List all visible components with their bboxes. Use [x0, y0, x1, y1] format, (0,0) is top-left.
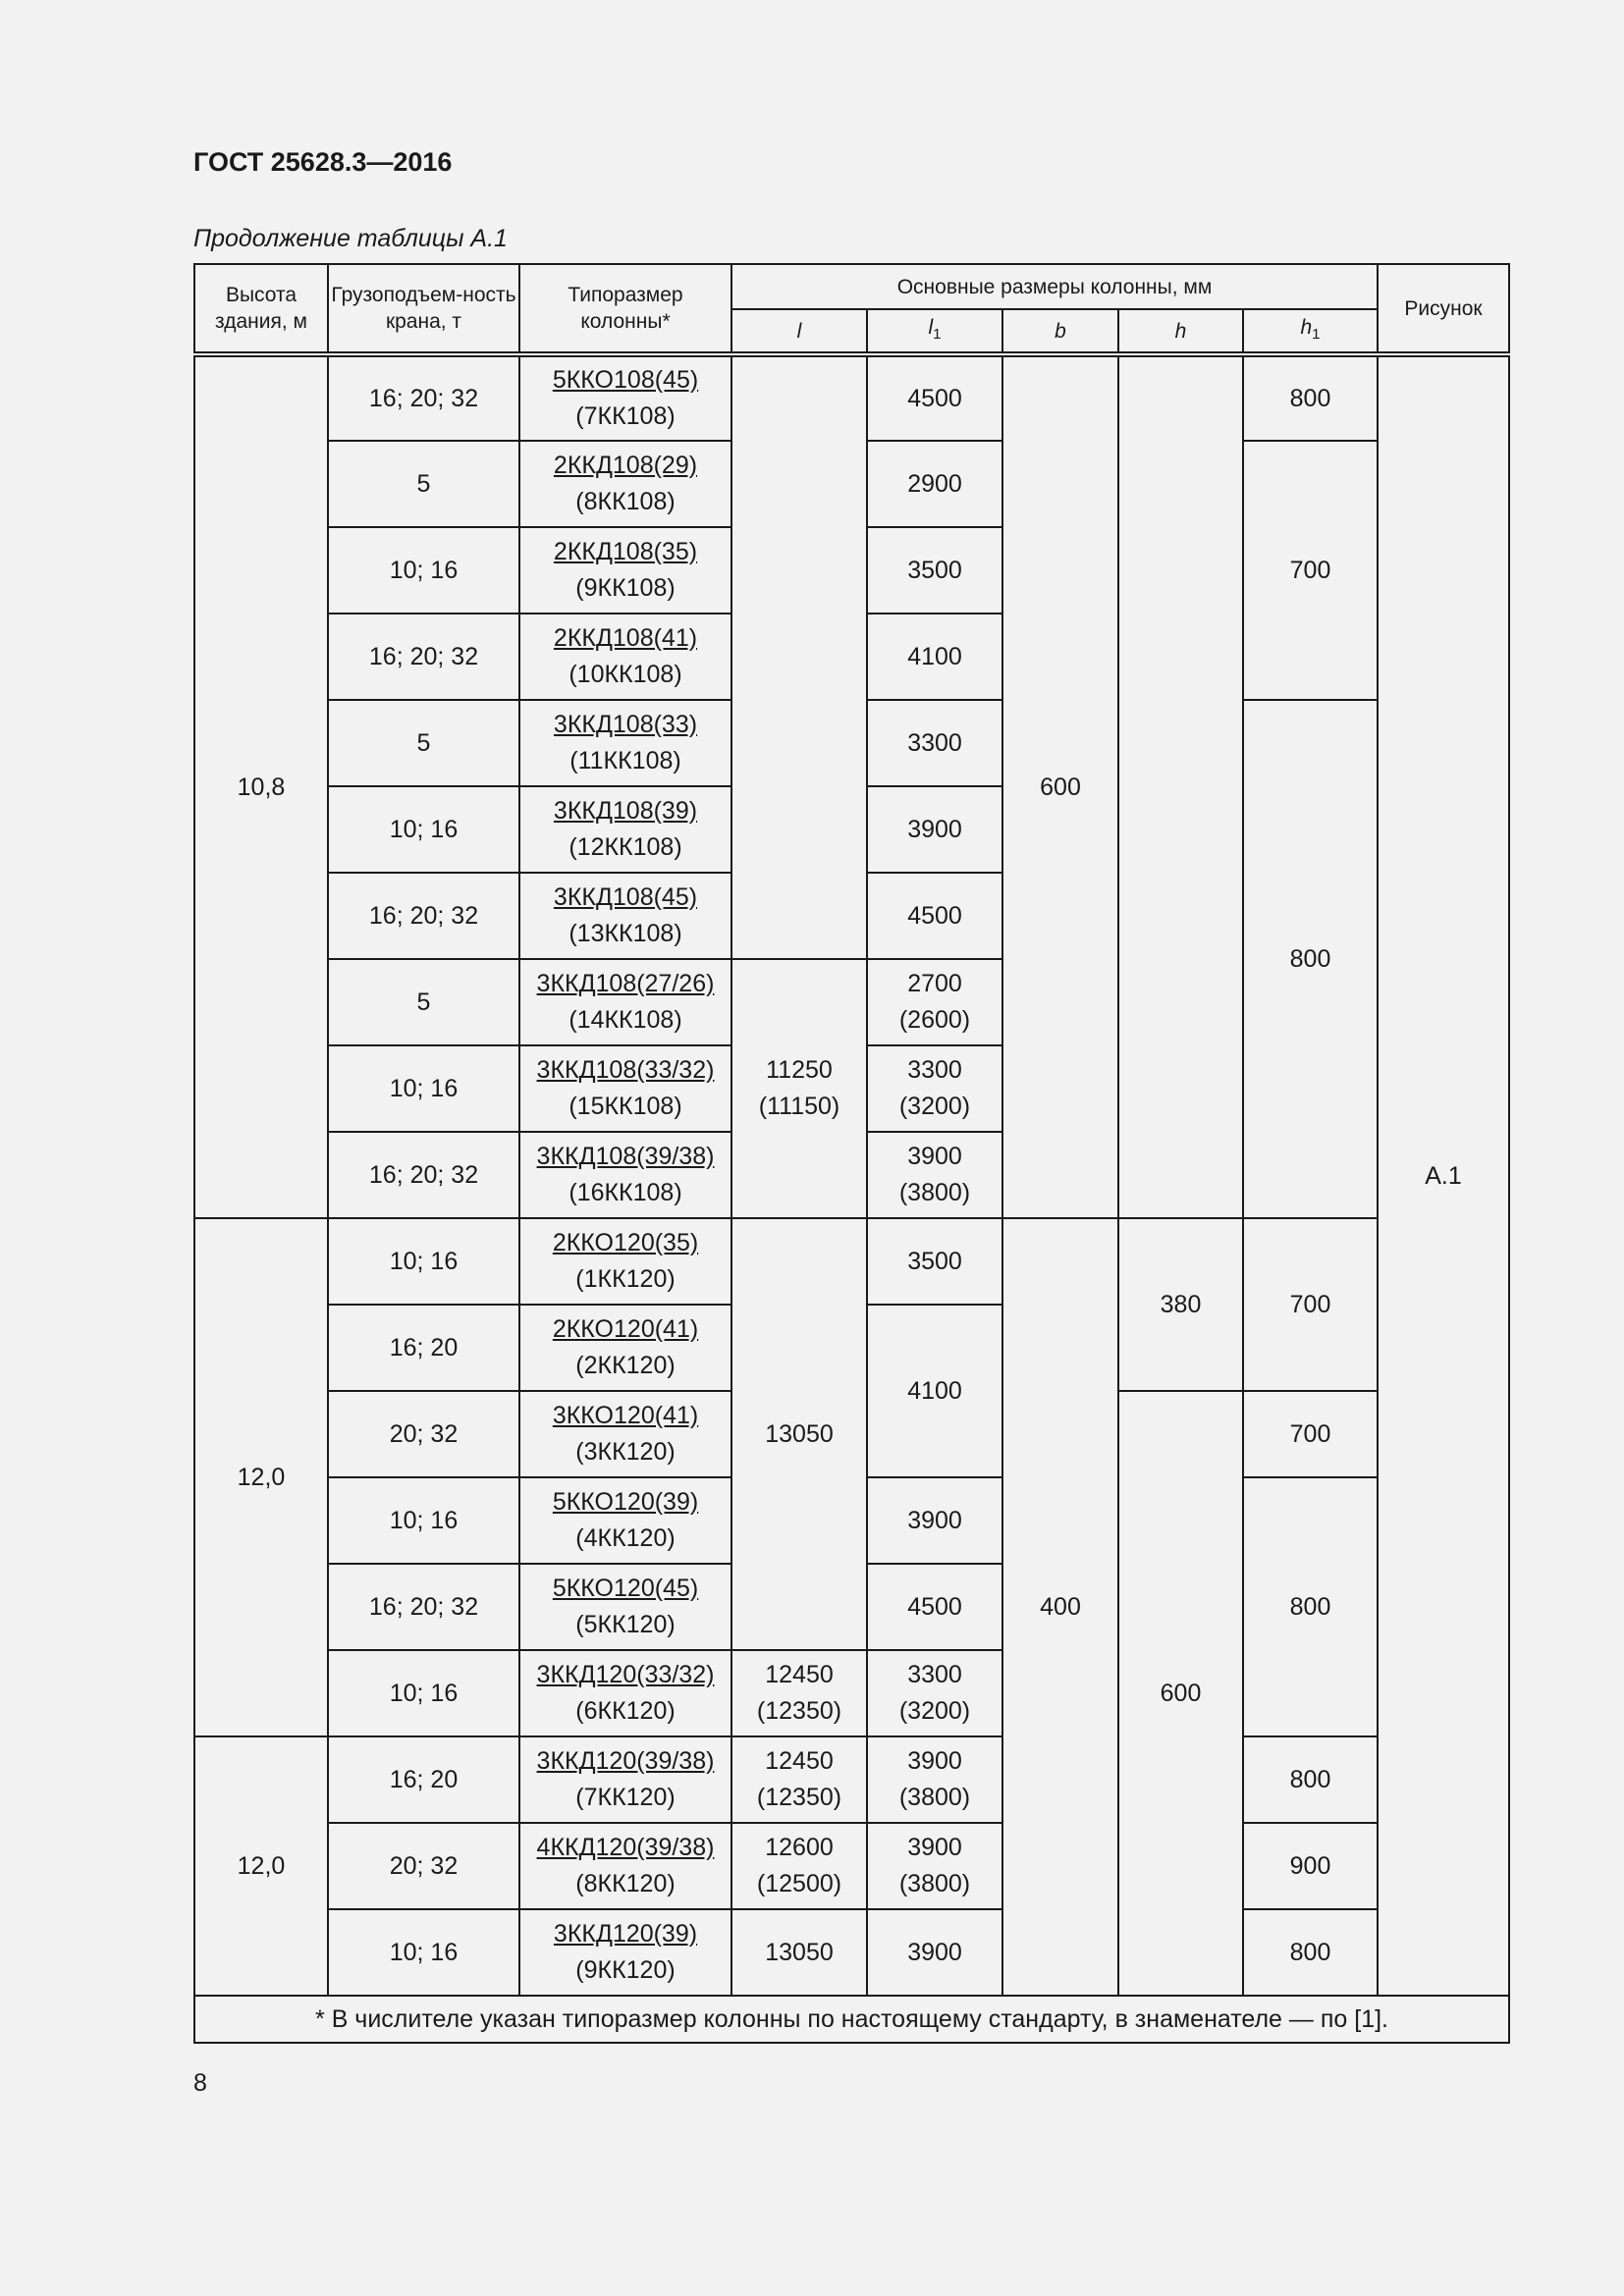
- cell-type: 3ККД120(39) (9КК120): [519, 1909, 731, 1996]
- cell-l: 13050: [731, 1909, 867, 1996]
- cell-l: 13050: [731, 1218, 867, 1650]
- cell-h-empty: [1118, 354, 1243, 1218]
- header-height: Высота здания, м: [194, 264, 328, 354]
- cell-type: 5ККО108(45) (7КК108): [519, 354, 731, 441]
- cell-h: 380: [1118, 1218, 1243, 1391]
- cell-l1: 3500: [867, 1218, 1002, 1305]
- cell-capacity: 20; 32: [328, 1823, 519, 1909]
- cell-capacity: 10; 16: [328, 1650, 519, 1736]
- columns-table: [193, 263, 1510, 2044]
- cell-l: 11250 (11150): [731, 959, 867, 1218]
- cell-h1: 800: [1243, 700, 1378, 1218]
- table-caption: Продолжение таблицы А.1: [193, 225, 508, 252]
- cell-l1: 4500: [867, 354, 1002, 441]
- cell-h: 600: [1118, 1391, 1243, 1996]
- cell-type: 3ККД108(39/38) (16КК108): [519, 1132, 731, 1218]
- cell-h1: 800: [1243, 1477, 1378, 1736]
- cell-l1: 2700 (2600): [867, 959, 1002, 1045]
- header-h1: $h_1$: [1243, 309, 1378, 354]
- cell-l: 12450 (12350): [731, 1736, 867, 1823]
- cell-capacity: 16; 20; 32: [328, 614, 519, 700]
- cell-type: 3ККД108(39) (12КК108): [519, 786, 731, 873]
- cell-l1: 3300: [867, 700, 1002, 786]
- cell-h1: 800: [1243, 354, 1378, 441]
- cell-l: 12450 (12350): [731, 1650, 867, 1736]
- cell-capacity: 16; 20: [328, 1736, 519, 1823]
- table-row: [194, 354, 1509, 441]
- cell-type: 2ККД108(41) (10КК108): [519, 614, 731, 700]
- table-row: [194, 1218, 1509, 1305]
- header-l1: $l_1$: [867, 309, 1002, 354]
- cell-h1: 700: [1243, 1218, 1378, 1391]
- cell-h1: 700: [1243, 1391, 1378, 1477]
- cell-l1: 3500: [867, 527, 1002, 614]
- cell-type: 2ККО120(35) (1КК120): [519, 1218, 731, 1305]
- cell-type: 3ККД120(33/32) (6КК120): [519, 1650, 731, 1736]
- table-row: [194, 1823, 1509, 1909]
- header-l: l: [731, 309, 867, 354]
- cell-type: 2ККД108(29) (8КК108): [519, 441, 731, 527]
- cell-capacity: 10; 16: [328, 527, 519, 614]
- cell-height: 10,8: [194, 354, 328, 1218]
- cell-l1: 4500: [867, 873, 1002, 959]
- header-capacity: Грузоподъем-ность крана, т: [328, 264, 519, 354]
- cell-height: 12,0: [194, 1736, 328, 1996]
- cell-b: 400: [1002, 1218, 1118, 1996]
- cell-capacity: 20; 32: [328, 1391, 519, 1477]
- cell-capacity: 10; 16: [328, 1909, 519, 1996]
- cell-l1: 2900: [867, 441, 1002, 527]
- table-row: [194, 1909, 1509, 1996]
- cell-type: 2ККД108(35) (9КК108): [519, 527, 731, 614]
- cell-type: 3ККД108(33) (11КК108): [519, 700, 731, 786]
- cell-l1: 4500: [867, 1564, 1002, 1650]
- cell-b: 600: [1002, 354, 1118, 1218]
- cell-type: 2ККО120(41) (2КК120): [519, 1305, 731, 1391]
- header-type: Типоразмер колонны*: [519, 264, 731, 354]
- cell-l1: 4100: [867, 1305, 1002, 1477]
- cell-capacity: 10; 16: [328, 1218, 519, 1305]
- cell-type: 3ККД120(39/38) (7КК120): [519, 1736, 731, 1823]
- cell-l1: 3300 (3200): [867, 1045, 1002, 1132]
- cell-type: 5ККО120(45) (5КК120): [519, 1564, 731, 1650]
- cell-l1: 3900: [867, 1909, 1002, 1996]
- cell-l1: 3900 (3800): [867, 1823, 1002, 1909]
- header-h: h: [1118, 309, 1243, 354]
- cell-capacity: 16; 20; 32: [328, 354, 519, 441]
- cell-capacity: 16; 20; 32: [328, 1132, 519, 1218]
- header-b: b: [1002, 309, 1118, 354]
- cell-capacity: 5: [328, 700, 519, 786]
- cell-type: 3ККД108(27/26) (14КК108): [519, 959, 731, 1045]
- cell-figure: А.1: [1378, 354, 1509, 1996]
- table-row: [194, 1736, 1509, 1823]
- cell-l1: 3300 (3200): [867, 1650, 1002, 1736]
- header-figure: Рисунок: [1378, 264, 1509, 354]
- cell-l1: 3900: [867, 1477, 1002, 1564]
- cell-capacity: 16; 20; 32: [328, 1564, 519, 1650]
- cell-type: 3ККД108(33/32) (15КК108): [519, 1045, 731, 1132]
- cell-l: 12600 (12500): [731, 1823, 867, 1909]
- page-header: ГОСТ 25628.3—2016: [193, 147, 453, 177]
- cell-l1: 3900 (3800): [867, 1736, 1002, 1823]
- cell-capacity: 16; 20; 32: [328, 873, 519, 959]
- cell-h1: 700: [1243, 441, 1378, 700]
- cell-capacity: 16; 20: [328, 1305, 519, 1391]
- footnote: * В числителе указан типоразмер колонны по настоящему стандарту, в знаменателе — по [1].: [194, 1996, 1509, 2043]
- cell-capacity: 10; 16: [328, 1045, 519, 1132]
- cell-l1: 4100: [867, 614, 1002, 700]
- cell-h1: 800: [1243, 1736, 1378, 1823]
- header-dims: Основные размеры колонны, мм: [731, 264, 1378, 309]
- cell-l1: 3900 (3800): [867, 1132, 1002, 1218]
- cell-capacity: 5: [328, 959, 519, 1045]
- cell-h1: 900: [1243, 1823, 1378, 1909]
- cell-type: 3ККО120(41) (3КК120): [519, 1391, 731, 1477]
- cell-type: 4ККД120(39/38) (8КК120): [519, 1823, 731, 1909]
- cell-l1: 3900: [867, 786, 1002, 873]
- cell-capacity: 5: [328, 441, 519, 527]
- cell-capacity: 10; 16: [328, 786, 519, 873]
- cell-h1: 800: [1243, 1909, 1378, 1996]
- page-number: 8: [193, 2069, 207, 2097]
- cell-type: 3ККД108(45) (13КК108): [519, 873, 731, 959]
- cell-type: 5ККО120(39) (4КК120): [519, 1477, 731, 1564]
- cell-l-empty: [731, 354, 867, 959]
- cell-height: 12,0: [194, 1218, 328, 1736]
- cell-capacity: 10; 16: [328, 1477, 519, 1564]
